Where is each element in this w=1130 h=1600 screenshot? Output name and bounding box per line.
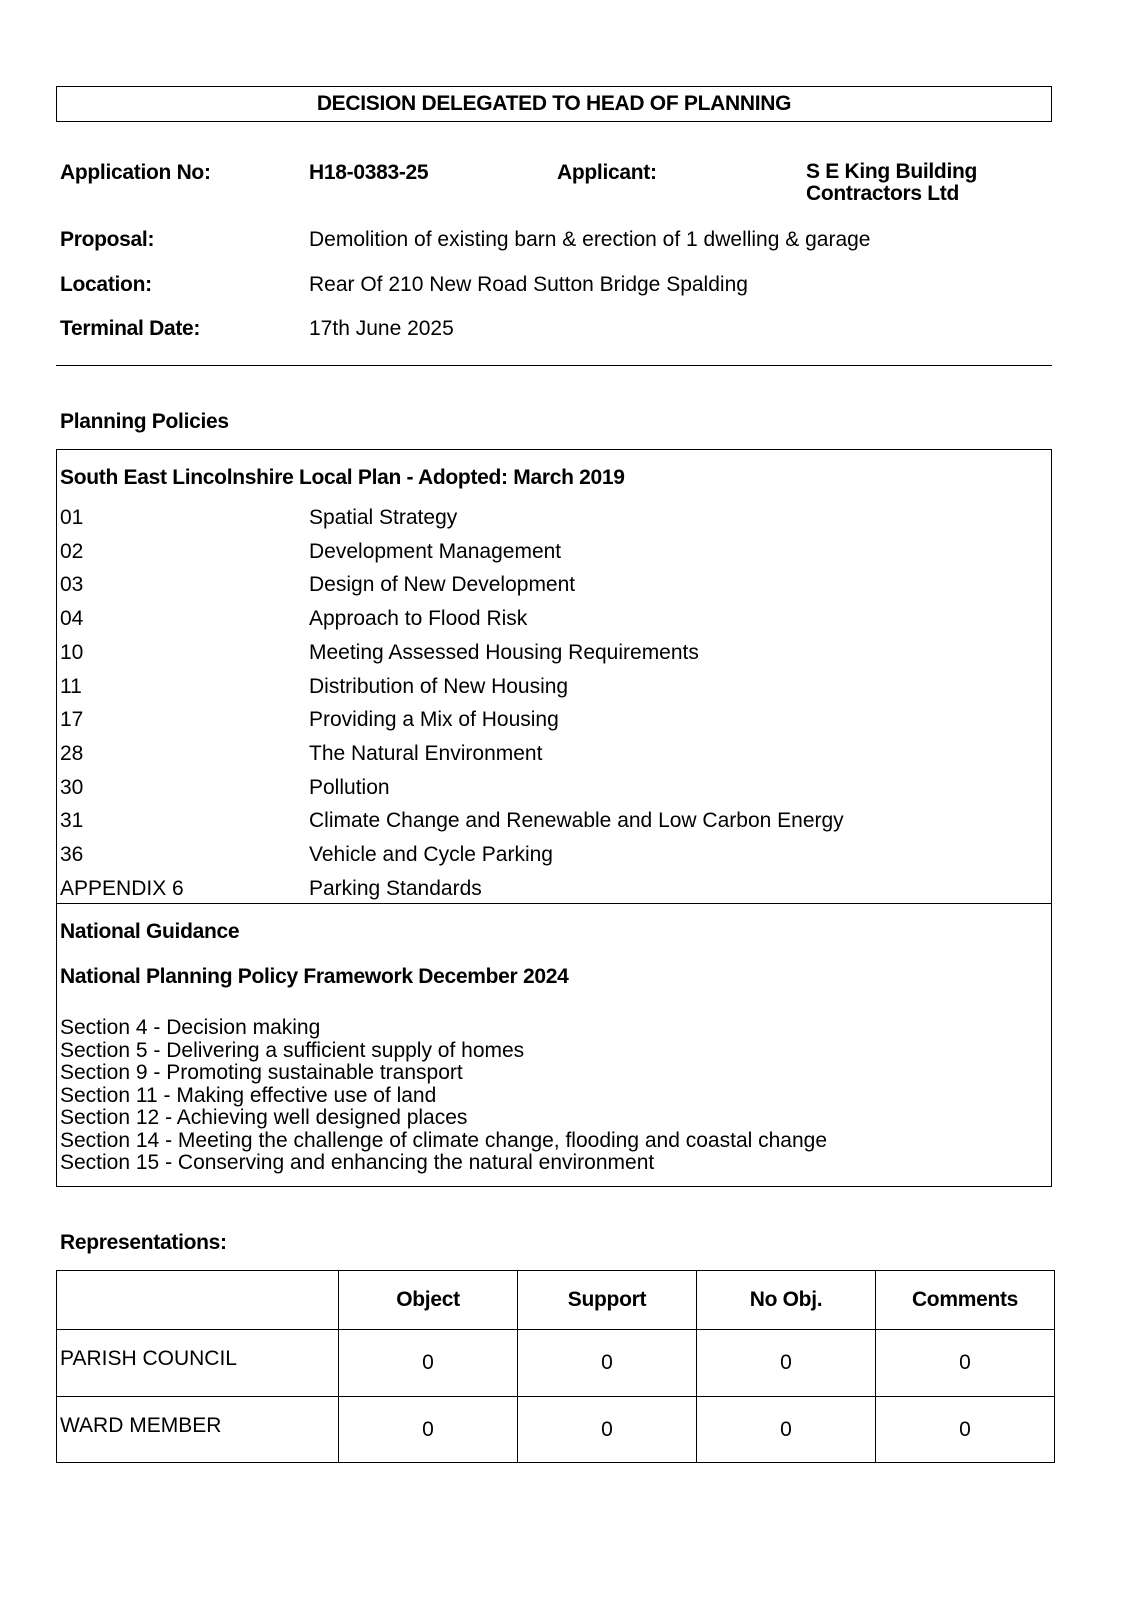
applicant-line1: S E King Building [806,160,978,183]
policy-code: 31 [60,809,84,833]
cell: 0 [518,1330,697,1397]
table-header-row [57,1271,1055,1330]
nppf-section: Section 12 - Achieving well designed places [60,1106,468,1129]
terminal-date-label: Terminal Date: [60,317,201,340]
policy-name: The Natural Environment [309,741,543,765]
policy-code: 36 [60,843,84,866]
policy-code: 04 [60,607,84,631]
application-no-label: Application No: [60,161,211,184]
row-label: PARISH COUNCIL [57,1330,339,1397]
applicant [806,161,977,205]
nppf-section: Section 15 - Conserving and enhancing the natural environment [60,1151,655,1174]
location: Rear Of 210 New Road Sutton Bridge Spalding [309,273,748,296]
policy-code: 03 [60,573,84,597]
nppf-section: Section 4 - Decision making [60,1016,321,1039]
applicant-line2: Contractors Ltd [806,182,960,205]
local-plan-title: South East Lincolnshire Local Plan - Adopted: March 2019 [60,466,625,489]
policy-code: 11 [60,674,82,698]
nppf-section: Section 14 - Meeting the challenge of climate change, flooding and coastal change [60,1128,828,1152]
policy-name: Pollution [309,775,390,799]
policy-name: Providing a Mix of Housing [309,708,559,732]
policy-name: Design of New Development [309,573,576,597]
cell: 0 [697,1397,876,1463]
policy-code: 02 [60,539,84,563]
header-cell [57,1271,339,1330]
header-cell: No Obj. [697,1271,876,1330]
planning-policies-heading: Planning Policies [60,410,229,433]
nppf-section: Section 5 - Delivering a sufficient supply of homes [60,1038,525,1062]
divider [56,903,1052,904]
policy-name: Development Management [309,539,562,563]
policy-name: Parking Standards [309,876,482,900]
policy-name: Climate Change and Renewable and Low Carbon Energy [309,809,844,833]
header-cell: Comments [876,1271,1055,1330]
document-title: DECISION DELEGATED TO HEAD OF PLANNING [56,86,1052,122]
header-cell: Object [339,1271,518,1330]
cell: 0 [697,1330,876,1397]
row-label: WARD MEMBER [57,1397,339,1463]
location-label: Location: [60,273,152,296]
policy-code: 10 [60,640,84,664]
cell: 0 [876,1397,1055,1463]
table-row [57,1330,1055,1397]
policy-code: 01 [60,506,84,529]
cell: 0 [339,1397,518,1463]
policy-name: Distribution of New Housing [309,674,569,698]
cell: 0 [518,1397,697,1463]
policy-name: Meeting Assessed Housing Requirements [309,640,699,664]
nppf-section: Section 11 - Making effective use of land [60,1083,437,1107]
representations-table [56,1270,1055,1463]
policy-name: Spatial Strategy [309,506,458,529]
application-no: H18-0383-25 [309,161,429,184]
national-guidance-heading: National Guidance [60,920,240,943]
terminal-date: 17th June 2025 [309,317,454,340]
policy-name: Vehicle and Cycle Parking [309,843,553,866]
nppf-sections [60,1017,827,1175]
policy-name: Approach to Flood Risk [309,607,528,631]
table-row [57,1397,1055,1463]
cell: 0 [876,1330,1055,1397]
representations-heading: Representations: [60,1231,227,1254]
proposal: Demolition of existing barn & erection of 1 dwelling & garage [309,228,871,251]
cell: 0 [339,1330,518,1397]
policy-code: 28 [60,741,84,765]
applicant-label: Applicant: [557,161,657,184]
policy-code: 30 [60,775,84,799]
divider [56,365,1052,366]
policy-code: APPENDIX 6 [60,876,184,900]
header-cell: Support [518,1271,697,1330]
proposal-label: Proposal: [60,228,155,251]
policy-code: 17 [60,708,84,732]
nppf-title: National Planning Policy Framework December 2024 [60,965,569,988]
nppf-section: Section 9 - Promoting sustainable transport [60,1061,463,1084]
